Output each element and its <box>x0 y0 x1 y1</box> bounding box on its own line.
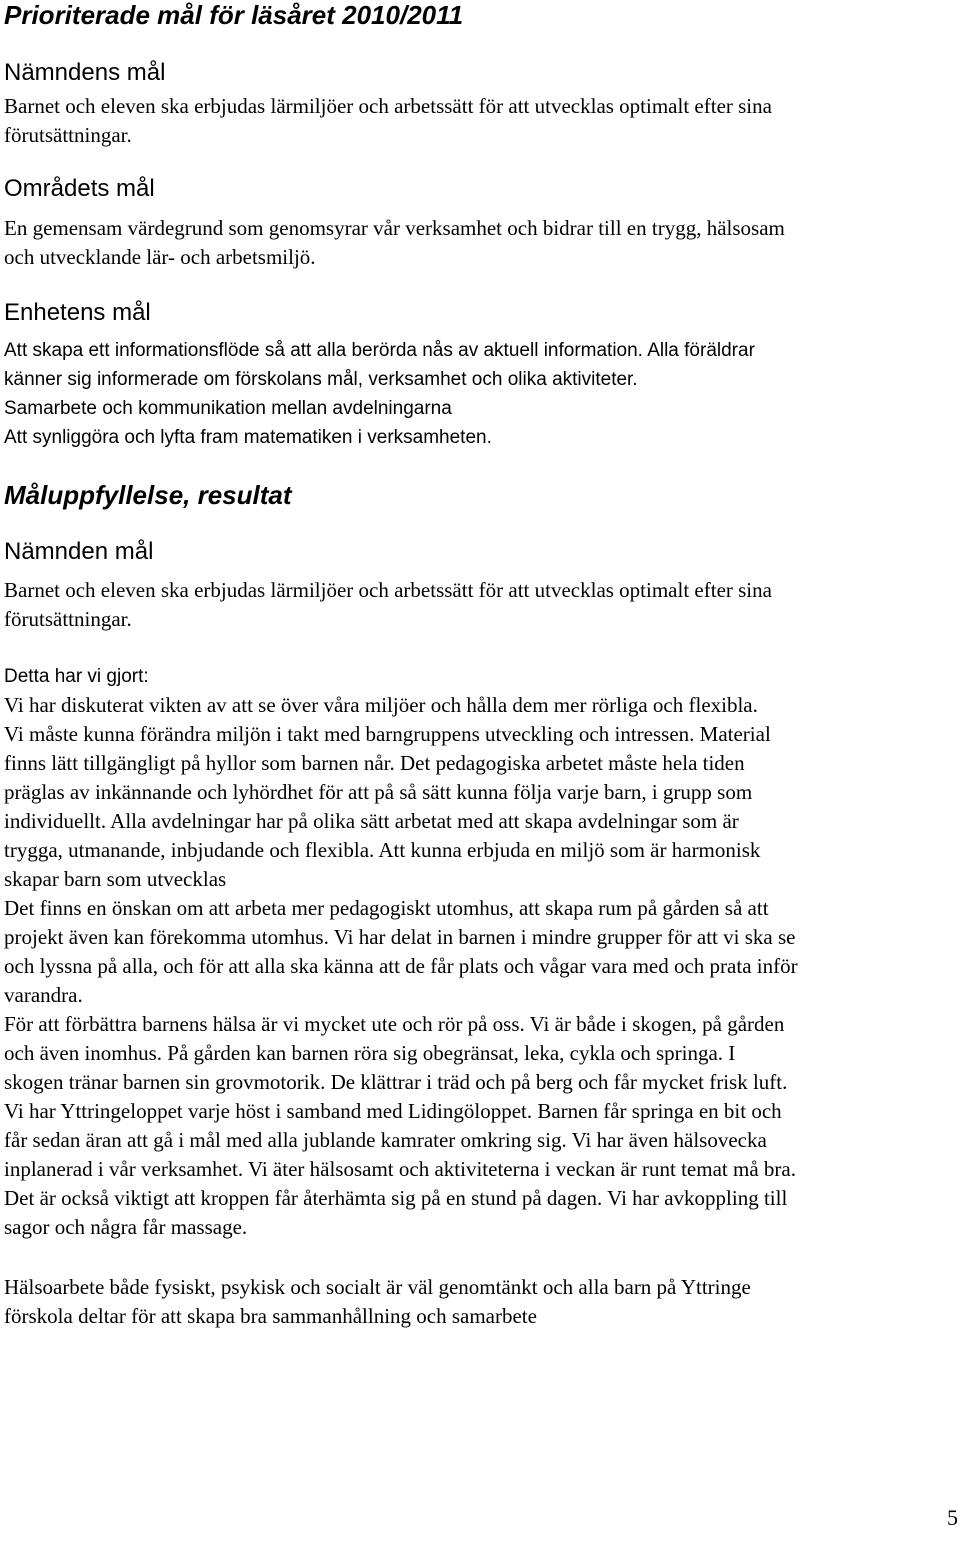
text-line: Samarbete och kommunikation mellan avdelningarna <box>4 398 452 419</box>
maluppfyllelse-heading: Måluppfyllelse, resultat <box>4 480 292 510</box>
text-line: och även inomhus. På gården kan barnen röra sig obegränsat, leka, cykla och springa. I <box>4 1041 736 1065</box>
text-line: Att synliggöra och lyfta fram matematiken i verksamheten. <box>4 427 492 448</box>
text-line: skapar barn som utvecklas <box>4 867 227 891</box>
text-line: Vi har diskuterat vikten av att se över våra miljöer och hålla dem mer rörliga och flexibla. <box>4 693 758 717</box>
text-line: skogen tränar barnen sin grovmotorik. De klättrar i träd och på berg och får mycket frisk luft. <box>4 1070 788 1094</box>
text-line: En gemensam värdegrund som genomsyrar vår verksamhet och bidrar till en trygg, hälsosam <box>4 216 785 240</box>
text-line: Detta har vi gjort: <box>4 666 149 687</box>
page-title: Prioriterade mål för läsåret 2010/2011 <box>4 0 464 30</box>
halsoarbete-text <box>4 1273 960 1331</box>
omradets-mal-text <box>4 214 960 272</box>
namndens-mal-text <box>4 92 960 150</box>
detta-har-vi-gjort-text <box>4 691 960 1242</box>
text-line: finns lätt tillgängligt på hyllor som barnen når. Det pedagogiska arbetet måste hela tiden <box>4 751 745 775</box>
text-line: sagor och några får massage. <box>4 1215 248 1239</box>
text-line: Barnet och eleven ska erbjudas lärmiljöer och arbetssätt för att utvecklas optimalt efter sina <box>4 94 772 118</box>
namnden-mal-heading: Nämnden mål <box>4 538 154 565</box>
namnden-mal-text <box>4 576 960 634</box>
text-line: förutsättningar. <box>4 123 132 147</box>
text-line: Barnet och eleven ska erbjudas lärmiljöer och arbetssätt för att utvecklas optimalt efter sina <box>4 578 772 602</box>
text-line: trygga, utmanande, inbjudande och flexibla. Att kunna erbjuda en miljö som är harmonisk <box>4 838 761 862</box>
text-line: Vi måste kunna förändra miljön i takt med barngruppens utveckling och intressen. Material <box>4 722 771 746</box>
page-number: 5 <box>947 1505 958 1530</box>
text-line: Det är också viktigt att kroppen får återhämta sig på en stund på dagen. Vi har avkoppling till <box>4 1186 788 1210</box>
text-line: För att förbättra barnens hälsa är vi mycket ute och rör på oss. Vi är både i skogen, på gården <box>4 1012 785 1036</box>
text-line: och lyssna på alla, och för att alla ska känna att de får plats och vågar vara med och prata inför <box>4 954 798 978</box>
enhetens-mal-heading: Enhetens mål <box>4 299 151 326</box>
omradets-mal-heading: Områdets mål <box>4 175 155 202</box>
detta-har-vi-gjort-label <box>4 662 960 691</box>
text-line: förutsättningar. <box>4 607 132 631</box>
text-line: Det finns en önskan om att arbeta mer pedagogiskt utomhus, att skapa rum på gården så att <box>4 896 769 920</box>
text-line: och utvecklande lär- och arbetsmiljö. <box>4 245 316 269</box>
text-line: förskola deltar för att skapa bra sammanhållning och samarbete <box>4 1304 537 1328</box>
text-line: Hälsoarbete både fysiskt, psykisk och socialt är väl genomtänkt och alla barn på Yttringe <box>4 1275 751 1299</box>
text-line: individuellt. Alla avdelningar har på olika sätt arbetat med att skapa avdelningar som är <box>4 809 739 833</box>
text-line: varandra. <box>4 983 83 1007</box>
enhetens-mal-text <box>4 336 960 452</box>
text-line: projekt även kan förekomma utomhus. Vi har delat in barnen i mindre grupper för att vi ska se <box>4 925 796 949</box>
text-line: Att skapa ett informationsflöde så att alla berörda nås av aktuell information. Alla föräldrar <box>4 340 755 361</box>
text-line: Vi har Yttringeloppet varje höst i samband med Lidingöloppet. Barnen får springa en bit och <box>4 1099 782 1123</box>
text-line: får sedan äran att gå i mål med alla jublande kamrater omkring sig. Vi har även hälsovecka <box>4 1128 767 1152</box>
text-line: präglas av inkännande och lyhördhet för att på så sätt kunna följa varje barn, i grupp som <box>4 780 753 804</box>
text-line: känner sig informerade om förskolans mål, verksamhet och olika aktiviteter. <box>4 369 638 390</box>
text-line: inplanerad i vår verksamhet. Vi äter hälsosamt och aktiviteterna i veckan är runt temat må bra. <box>4 1157 796 1181</box>
namndens-mal-heading: Nämndens mål <box>4 59 166 86</box>
